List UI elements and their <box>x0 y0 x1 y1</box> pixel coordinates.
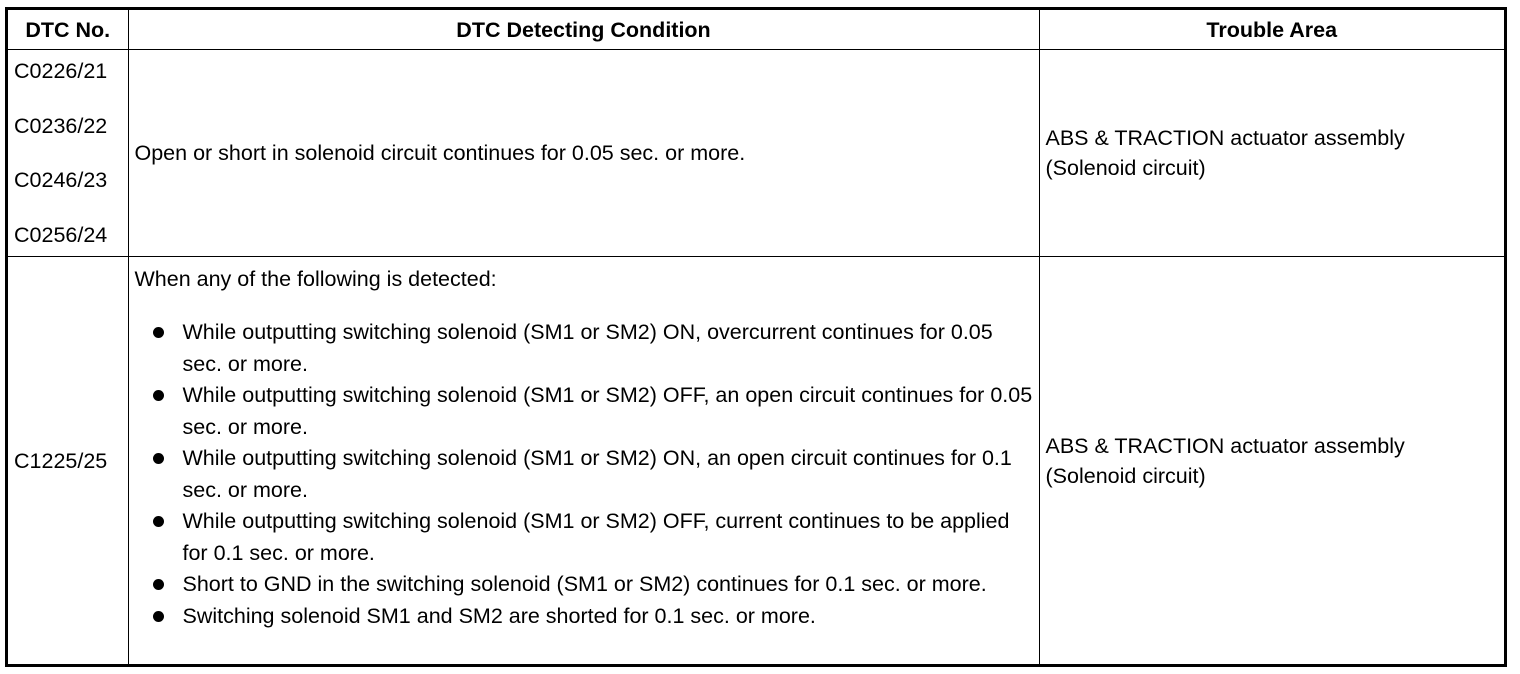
header-dtc-no: DTC No. <box>8 10 128 50</box>
list-item <box>129 506 1039 569</box>
list-item-text: Short to GND in the switching solenoid (SM1 or SM2) continues for 0.1 sec. or more. <box>182 572 987 596</box>
trouble-area-cell <box>1039 257 1504 665</box>
header-trouble-area: Trouble Area <box>1039 10 1504 50</box>
list-item <box>129 443 1039 506</box>
bullet-icon <box>153 516 164 527</box>
header-detecting-condition: DTC Detecting Condition <box>128 10 1039 50</box>
detecting-condition-list <box>129 317 1039 632</box>
bullet-icon <box>153 453 164 464</box>
detecting-condition-cell <box>128 50 1039 257</box>
trouble-area-line: (Solenoid circuit) <box>1045 463 1206 488</box>
dtc-code: C0246/23 <box>14 168 108 193</box>
table-row <box>8 257 1504 665</box>
bullet-icon <box>153 327 164 338</box>
list-item-text: While outputting switching solenoid (SM1 or SM2) ON, an open circuit continues for 0.1 sec. or more. <box>182 446 1012 502</box>
trouble-area-line: ABS & TRACTION actuator assembly <box>1045 126 1405 150</box>
dtc-code: C0256/24 <box>14 222 108 247</box>
table-header-row <box>8 10 1504 50</box>
dtc-table <box>8 10 1504 664</box>
table-row <box>8 50 1504 257</box>
bullet-icon <box>153 579 164 590</box>
dtc-code-cell <box>8 257 128 665</box>
list-item <box>129 569 1039 601</box>
detecting-condition-cell <box>128 257 1039 665</box>
list-item <box>129 317 1039 380</box>
bullet-icon <box>153 611 164 622</box>
dtc-code: C0226/21 <box>14 59 108 84</box>
dtc-code-cell <box>8 50 128 257</box>
list-item <box>129 380 1039 443</box>
detecting-condition-intro: When any of the following is detected: <box>134 267 497 291</box>
bullet-icon <box>153 390 164 401</box>
list-item <box>129 601 1039 633</box>
list-item-text: While outputting switching solenoid (SM1 or SM2) ON, overcurrent continues for 0.05 sec. or more. <box>182 320 993 376</box>
trouble-area-cell <box>1039 50 1504 257</box>
trouble-area-line: (Solenoid circuit) <box>1045 156 1206 180</box>
list-item-text: Switching solenoid SM1 and SM2 are shorted for 0.1 sec. or more. <box>182 603 816 628</box>
list-item-text: While outputting switching solenoid (SM1 or SM2) OFF, an open circuit continues for 0.05 sec. or more. <box>182 383 1033 439</box>
dtc-code: C1225/25 <box>14 448 108 473</box>
dtc-table-container <box>5 7 1507 667</box>
detecting-condition-text: Open or short in solenoid circuit continues for 0.05 sec. or more. <box>134 141 746 165</box>
list-item-text: While outputting switching solenoid (SM1 or SM2) OFF, current continues to be applied for 0.1 sec. or more. <box>182 509 1010 565</box>
dtc-code: C0236/22 <box>14 113 108 138</box>
trouble-area-line: ABS & TRACTION actuator assembly <box>1045 433 1405 458</box>
